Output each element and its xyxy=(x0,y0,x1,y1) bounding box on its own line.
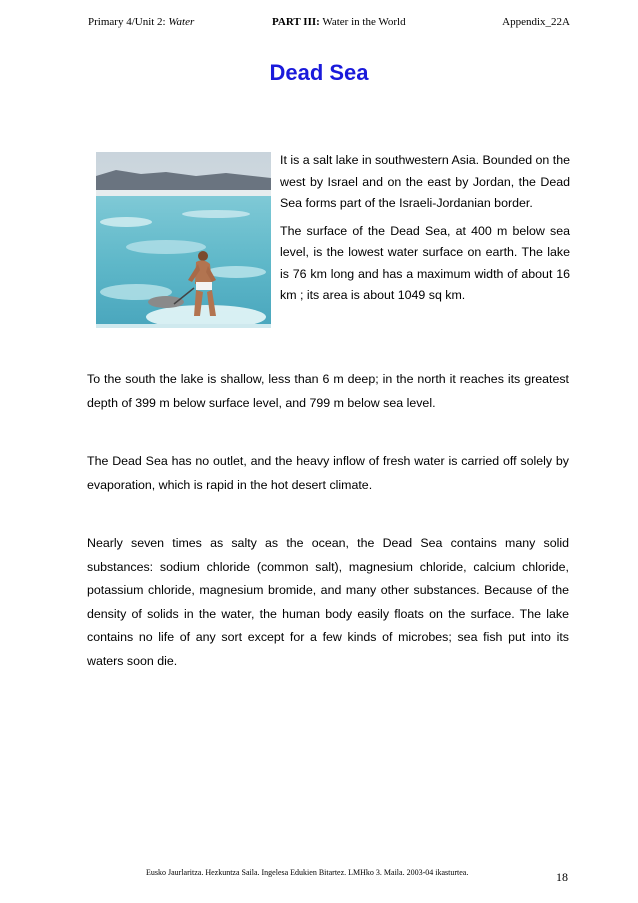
intro-paragraph-2: The surface of the Dead Sea, at 400 m below sea level, is the lowest water surface on earth. The lake is 76 km long and has a maximum width of about 16 km ; its area is about 1049 sq km. xyxy=(280,223,570,302)
paragraph-outlet: The Dead Sea has no outlet, and the heavy inflow of fresh water is carried off solely by evaporation, which is rapid in the hot desert climate. xyxy=(87,454,569,492)
paragraph-depth: To the south the lake is shallow, less than 6 m deep; in the north it reaches its greatest depth of 399 m below surface level, and 799 m below sea level. xyxy=(87,372,569,410)
intro-paragraph-1: It is a salt lake in southwestern Asia. Bounded on the west by Israel and on the east by Jordan, the Dead Sea forms part of the Israeli-Jordanian border. xyxy=(280,153,570,210)
page-title: Dead Sea xyxy=(269,60,369,85)
header-part: PART III: Water in the World xyxy=(272,16,406,28)
photo-image xyxy=(96,152,271,328)
dead-sea-photo xyxy=(96,152,271,328)
page-header xyxy=(88,16,570,32)
page-number: 18 xyxy=(556,870,568,884)
header-unit: Primary 4/Unit 2: Water xyxy=(88,16,195,28)
paragraph-salinity: Nearly seven times as salty as the ocean, the Dead Sea contains many solid substances: sodium chloride (common salt), magnesium chloride, calcium chloride, potassium chloride, magnesium bromide, and many other substances. Because of the density of solids in the water, the human body easily floats on the surface. The lake contains no life of any sort except for a few kinds of microbes; sea fish put into its waters soon die. xyxy=(87,536,569,668)
intro-text xyxy=(280,150,570,313)
header-appendix: Appendix_22A xyxy=(502,16,570,28)
page-footer: Eusko Jaurlaritza. Hezkuntza Saila. Ingelesa Edukien Bitartez. LMHko 3. Maila. 2003-04 ikasturtea. xyxy=(146,868,469,877)
